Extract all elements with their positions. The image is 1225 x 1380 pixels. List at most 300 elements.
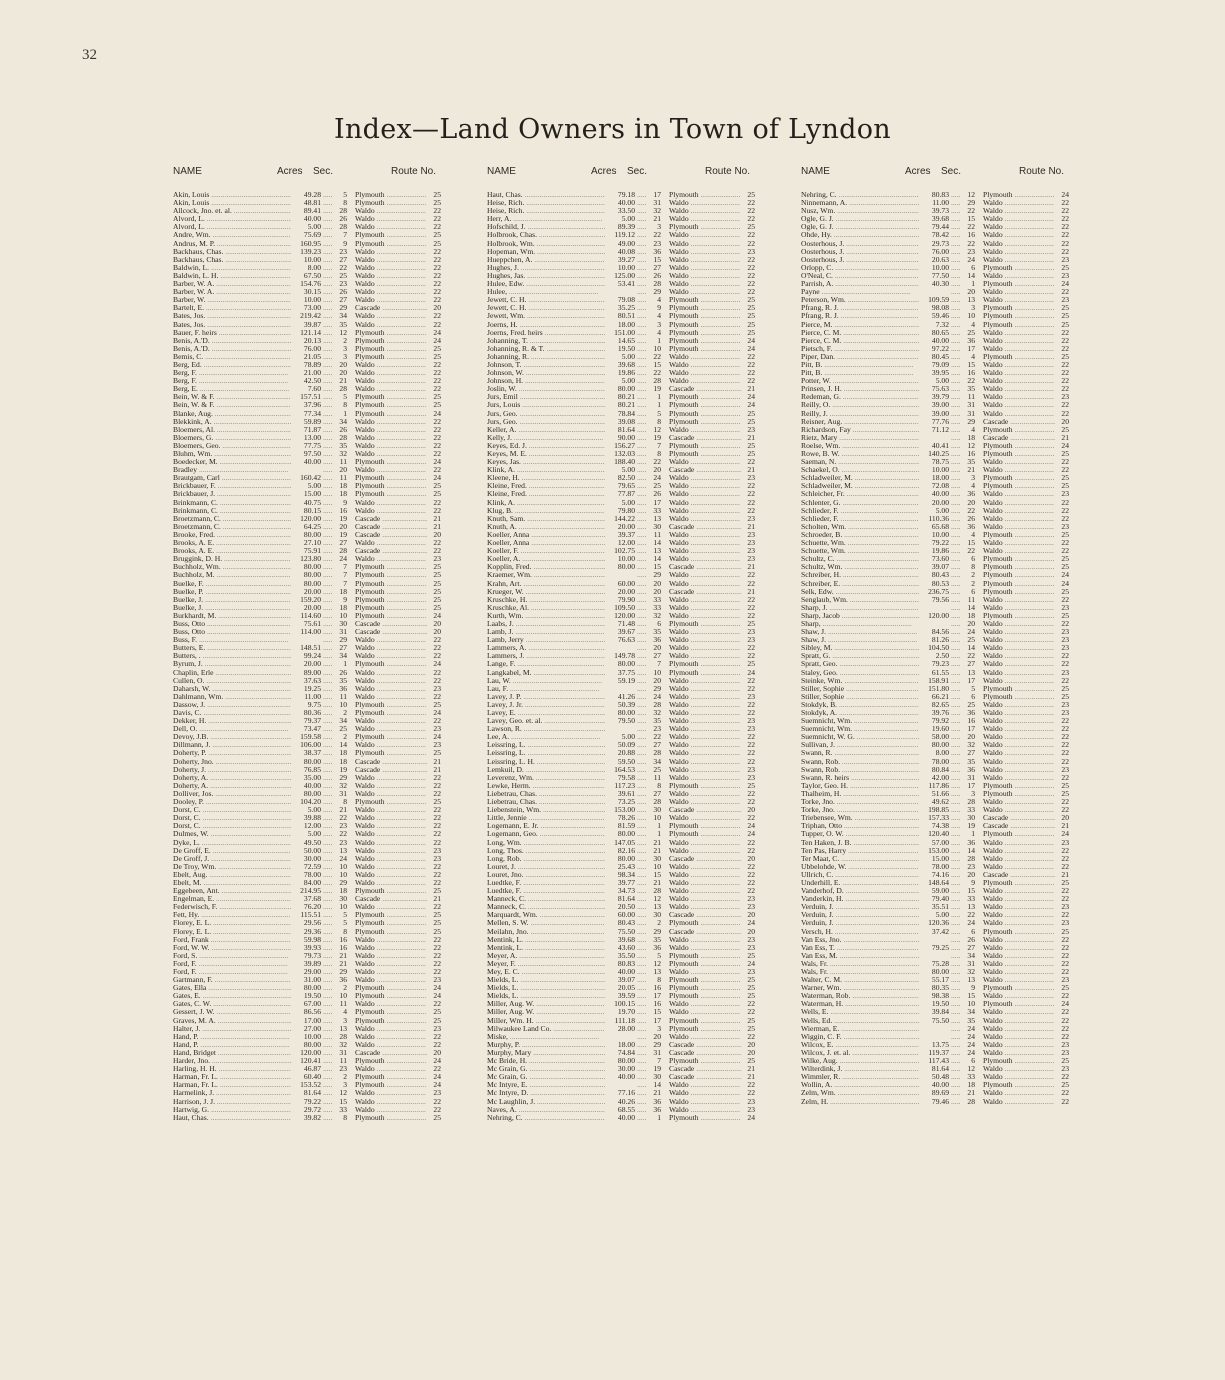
route-number: 21	[1055, 871, 1069, 879]
route-number: 24	[1055, 1000, 1069, 1008]
route-town: Waldo .....	[983, 895, 1083, 903]
index-column-3	[801, 164, 1091, 1106]
section: ..... 22	[637, 353, 661, 361]
route-number: 22	[1055, 1073, 1069, 1081]
route-town: Cascade .....	[669, 1073, 769, 1081]
route-town: Waldo .....	[669, 693, 769, 701]
owner-name: Heise, Rich. .....	[487, 207, 605, 215]
acres: 49.00	[605, 240, 635, 248]
acres: 82.65	[919, 701, 949, 709]
section: ..... 30	[637, 806, 661, 814]
route-number: 25	[427, 353, 441, 361]
acres: 120.00	[605, 612, 635, 620]
route-number: 25	[427, 1017, 441, 1025]
route-town: Waldo .....	[983, 256, 1083, 264]
acres: 11.00	[291, 693, 321, 701]
acres: 98.34	[605, 871, 635, 879]
route-number: 23	[1055, 604, 1069, 612]
owner-name: Jurs, Geo. .....	[487, 410, 605, 418]
owner-name: Joerns, Fred. heirs .....	[487, 329, 605, 337]
header-name: NAME	[801, 166, 830, 177]
route-town: Waldo .....	[983, 223, 1083, 231]
route-town: Waldo .....	[669, 369, 769, 377]
acres: 98.38	[919, 992, 949, 1000]
route-town: Waldo .....	[355, 264, 455, 272]
section: ..... 18	[323, 749, 347, 757]
acres: 20.00	[919, 499, 949, 507]
route-town: Waldo .....	[669, 774, 769, 782]
route-town: Waldo .....	[355, 466, 455, 474]
acres: 64.25	[291, 523, 321, 531]
owner-name: Johnson, H. .....	[487, 377, 605, 385]
section: ..... 2	[951, 571, 975, 579]
section: ..... 22	[951, 652, 975, 660]
route-town: Waldo .....	[983, 766, 1083, 774]
route-town: Plymouth .....	[983, 555, 1083, 563]
route-number: 22	[741, 758, 755, 766]
owner-name: Laabs, J. .....	[487, 620, 605, 628]
route-town: Waldo .....	[669, 725, 769, 733]
section: ..... 3	[323, 1017, 347, 1025]
section: ..... 6	[951, 928, 975, 936]
owner-name: Wilcox, J. et. al. .....	[801, 1049, 919, 1057]
route-number: 22	[1055, 596, 1069, 604]
route-town: Plymouth .....	[669, 1017, 769, 1025]
acres: 57.00	[919, 839, 949, 847]
section: ..... 32	[637, 207, 661, 215]
route-number: 23	[741, 774, 755, 782]
route-number: 22	[741, 240, 755, 248]
owner-name: Lavey, J. P. .....	[487, 693, 605, 701]
route-number: 22	[427, 960, 441, 968]
owner-name: Wals, Fr. .....	[801, 960, 919, 968]
owner-name: Versch, H. .....	[801, 928, 919, 936]
section: ..... 22	[637, 458, 661, 466]
route-town: Plymouth .....	[983, 928, 1083, 936]
route-number: 22	[1055, 1025, 1069, 1033]
acres: 39.68	[605, 361, 635, 369]
route-number: 21	[741, 434, 755, 442]
owner-name: Meyer, A. .....	[487, 952, 605, 960]
section: ..... 22	[951, 377, 975, 385]
owner-name: Mentink, L. .....	[487, 944, 605, 952]
route-town: Waldo .....	[669, 482, 769, 490]
owner-name: Leissring, L. .....	[487, 749, 605, 757]
route-number: 22	[1055, 960, 1069, 968]
route-town: Plymouth .....	[355, 928, 455, 936]
section: ..... 29	[323, 774, 347, 782]
route-number: 22	[1055, 499, 1069, 507]
owner-name: Ohde, Hy. .....	[801, 231, 919, 239]
section: ..... 35	[951, 758, 975, 766]
acres: 153.00	[605, 806, 635, 814]
acres: 159.58	[291, 733, 321, 741]
owner-name: Kurth, Wm. .....	[487, 612, 605, 620]
section: ..... 31	[637, 1049, 661, 1057]
route-town: Waldo .....	[669, 936, 769, 944]
section: ..... 12	[637, 960, 661, 968]
owner-name: Berg, F. .....	[173, 369, 291, 377]
section: ..... 18	[951, 612, 975, 620]
owner-list	[801, 191, 1091, 1106]
acres: 40.41	[919, 442, 949, 450]
route-town: Waldo .....	[983, 863, 1083, 871]
route-number: 22	[1055, 895, 1069, 903]
acres: 18.00	[919, 474, 949, 482]
owner-name: Doherty, A. .....	[173, 774, 291, 782]
acres: 75.50	[605, 928, 635, 936]
owner-name: Luedtke, F. .....	[487, 887, 605, 895]
owner-name: Bloemers, Geo. .....	[173, 442, 291, 450]
acres: 7.60	[291, 385, 321, 393]
route-number: 24	[741, 345, 755, 353]
route-town: Waldo .....	[983, 539, 1083, 547]
route-number: 25	[1055, 879, 1069, 887]
route-number: 21	[741, 1073, 755, 1081]
route-number: 25	[741, 321, 755, 329]
route-number: 25	[741, 442, 755, 450]
route-town: Cascade .....	[355, 523, 455, 531]
section: ..... 19	[951, 822, 975, 830]
section: ..... 1	[323, 410, 347, 418]
route-number: 22	[741, 264, 755, 272]
route-number: 23	[1055, 490, 1069, 498]
acres: 18.00	[605, 321, 635, 329]
route-town: Waldo .....	[983, 709, 1083, 717]
section: ..... 21	[323, 377, 347, 385]
route-town: Plymouth .....	[355, 353, 455, 361]
route-town: Waldo .....	[983, 207, 1083, 215]
acres: 29.72	[291, 1106, 321, 1114]
acres: 160.95	[291, 240, 321, 248]
route-number: 22	[427, 1033, 441, 1041]
route-town: Plymouth .....	[983, 685, 1083, 693]
section: ..... 9	[951, 984, 975, 992]
route-number: 22	[1055, 369, 1069, 377]
route-town: Plymouth .....	[983, 1000, 1083, 1008]
section: ..... 23	[323, 822, 347, 830]
section: ..... 18	[323, 887, 347, 895]
owner-name: De Groff, J. .....	[173, 855, 291, 863]
section: ..... 4	[323, 1008, 347, 1016]
route-town: Waldo .....	[355, 1089, 455, 1097]
table-row	[487, 636, 777, 644]
section: ..... 14	[637, 539, 661, 547]
section: ..... 1	[637, 393, 661, 401]
section: ..... 17	[951, 782, 975, 790]
owner-name: Lamb, Jerry .....	[487, 636, 605, 644]
section: ..... 25	[323, 272, 347, 280]
section: ..... 26	[951, 515, 975, 523]
route-town: Plymouth .....	[669, 191, 769, 199]
route-town: Plymouth .....	[355, 199, 455, 207]
section: ..... 17	[637, 191, 661, 199]
route-number: 20	[427, 620, 441, 628]
route-town: Waldo .....	[355, 952, 455, 960]
section: ..... 34	[951, 952, 975, 960]
route-town: Waldo .....	[983, 798, 1083, 806]
owner-name: Byrum, J. .....	[173, 660, 291, 668]
route-town: Waldo .....	[983, 499, 1083, 507]
owner-name: Underhill, E. .....	[801, 879, 919, 887]
owner-name: Zelm, H. .....	[801, 1098, 919, 1106]
acres: 59.19	[605, 677, 635, 685]
route-number: 22	[427, 1041, 441, 1049]
acres: 71.87	[291, 426, 321, 434]
route-town: Waldo .....	[669, 515, 769, 523]
route-town: Waldo .....	[669, 499, 769, 507]
section: ..... 1	[951, 280, 975, 288]
acres: 49.28	[291, 191, 321, 199]
route-number: 22	[1055, 911, 1069, 919]
section: ..... 5	[323, 919, 347, 927]
owner-name: Swann, Rob. .....	[801, 758, 919, 766]
route-town: Plymouth .....	[355, 911, 455, 919]
owner-name: Schlieder, F. .....	[801, 515, 919, 523]
owner-name: Zelm, Wm. .....	[801, 1089, 919, 1097]
owner-name: Johanning, R. & T. .....	[487, 345, 605, 353]
route-number: 25	[741, 976, 755, 984]
owner-list	[487, 191, 777, 1122]
section: ..... 26	[323, 215, 347, 223]
route-number: 22	[427, 863, 441, 871]
route-town: Cascade .....	[983, 418, 1083, 426]
route-town: Plymouth .....	[355, 458, 455, 466]
route-number: 25	[741, 312, 755, 320]
owner-name: Suemnicht, W. G. .....	[801, 733, 919, 741]
route-town: Plymouth .....	[355, 798, 455, 806]
section: ..... 32	[951, 741, 975, 749]
route-number: 22	[427, 636, 441, 644]
route-town: Waldo .....	[983, 385, 1083, 393]
acres: 106.00	[291, 741, 321, 749]
owner-name: Keller, A. .....	[487, 426, 605, 434]
section: ..... 31	[951, 401, 975, 409]
route-number: 23	[427, 741, 441, 749]
route-number: 23	[741, 628, 755, 636]
section: ..... 21	[323, 960, 347, 968]
index-column-1	[173, 164, 463, 1122]
route-number: 22	[741, 1000, 755, 1008]
section: ..... 11	[637, 531, 661, 539]
route-number: 23	[741, 968, 755, 976]
section: ..... 28	[951, 1098, 975, 1106]
route-town: Waldo .....	[355, 296, 455, 304]
acres: 236.75	[919, 588, 949, 596]
route-number: 25	[427, 191, 441, 199]
acres: 80.00	[291, 531, 321, 539]
section: ..... 29	[637, 1041, 661, 1049]
owner-name: Rowe, B. W. .....	[801, 450, 919, 458]
owner-name: Dassow, J. .....	[173, 701, 291, 709]
acres: 74.84	[605, 1049, 635, 1057]
acres: 41.26	[605, 693, 635, 701]
section: ..... 15	[637, 871, 661, 879]
owner-name: Johnson, T. .....	[487, 361, 605, 369]
section: ..... 32	[951, 968, 975, 976]
route-number: 22	[427, 871, 441, 879]
acres: 80.43	[605, 919, 635, 927]
route-number: 23	[1055, 709, 1069, 717]
owner-name: Keyes, M. E. .....	[487, 450, 605, 458]
section: ..... 13	[951, 669, 975, 677]
owner-name: Naves, A. .....	[487, 1106, 605, 1114]
acres: 39.77	[605, 879, 635, 887]
route-town: Waldo .....	[983, 636, 1083, 644]
route-town: Plymouth .....	[669, 312, 769, 320]
owner-name: Bruggink, D. H. .....	[173, 555, 291, 563]
owner-name: Rietz, Mary .....	[801, 434, 919, 442]
section: ..... 22	[637, 369, 661, 377]
owner-name: Buchholz, M. .....	[173, 571, 291, 579]
route-number: 22	[427, 256, 441, 264]
route-number: 25	[427, 911, 441, 919]
route-town: Waldo .....	[355, 822, 455, 830]
acres: 10.00	[919, 466, 949, 474]
acres: 11.00	[919, 199, 949, 207]
route-town: Waldo .....	[355, 555, 455, 563]
route-number: 24	[741, 822, 755, 830]
route-number: 25	[741, 660, 755, 668]
section: ..... 28	[323, 1033, 347, 1041]
section: ..... 33	[637, 596, 661, 604]
section: ..... 36	[951, 337, 975, 345]
acres: 40.00	[919, 337, 949, 345]
section: ..... 30	[637, 523, 661, 531]
section: ..... 19	[637, 385, 661, 393]
owner-name: Buelke, F. .....	[173, 580, 291, 588]
route-number: 21	[427, 523, 441, 531]
route-town: Plymouth .....	[983, 474, 1083, 482]
acres: 80.00	[291, 571, 321, 579]
route-town: Cascade .....	[669, 1065, 769, 1073]
section: ..... 6	[951, 693, 975, 701]
route-town: Plymouth .....	[983, 571, 1083, 579]
table-row	[801, 1025, 1091, 1033]
header-name: NAME	[173, 166, 202, 177]
route-number: 22	[741, 580, 755, 588]
route-number: 21	[427, 515, 441, 523]
acres: 21.05	[291, 353, 321, 361]
owner-name: Berg, F. .....	[173, 377, 291, 385]
section: ..... 13	[323, 847, 347, 855]
section: ..... 17	[951, 725, 975, 733]
owner-name: Brickbauer, F. .....	[173, 482, 291, 490]
owner-name: Andrus, M. P. .....	[173, 240, 291, 248]
route-town: Waldo .....	[355, 539, 455, 547]
owner-name: Mc Intyre, D. .....	[487, 1089, 605, 1097]
section: ..... 4	[637, 312, 661, 320]
acres: 75.69	[291, 231, 321, 239]
acres: 60.40	[291, 1073, 321, 1081]
acres: 43.60	[605, 944, 635, 952]
route-town: Cascade .....	[669, 1041, 769, 1049]
owner-name: Senglaub, Wm. .....	[801, 596, 919, 604]
route-number: 25	[741, 223, 755, 231]
section: ..... 20	[637, 588, 661, 596]
owner-name: Warner, Wm. .....	[801, 984, 919, 992]
acres: 10.00	[919, 531, 949, 539]
route-number: 21	[427, 895, 441, 903]
owner-name: Lemkuil, D. .....	[487, 766, 605, 774]
acres: 20.00	[291, 604, 321, 612]
route-town: Plymouth .....	[355, 191, 455, 199]
acres: 78.42	[919, 231, 949, 239]
owner-name: Ford, F. .....	[173, 968, 291, 976]
section: ..... 9	[637, 304, 661, 312]
owner-name: Logemann, E. Jr. .....	[487, 822, 605, 830]
section: ..... 20	[951, 871, 975, 879]
route-number: 22	[427, 312, 441, 320]
route-number: 23	[741, 693, 755, 701]
route-number: 23	[1055, 976, 1069, 984]
section: ..... 30	[951, 814, 975, 822]
owner-name: Leverenz, Wm. .....	[487, 774, 605, 782]
section: ..... 10	[323, 863, 347, 871]
section: ..... 2	[951, 580, 975, 588]
acres: 72.08	[919, 482, 949, 490]
owner-name: Butters, E. .....	[173, 644, 291, 652]
route-town: Waldo .....	[669, 199, 769, 207]
owner-name: Verduin, J. .....	[801, 911, 919, 919]
section: ..... 24	[951, 1049, 975, 1057]
route-town: Waldo .....	[983, 1033, 1083, 1041]
owner-name: Reilly, J. .....	[801, 410, 919, 418]
owner-name: Doherty, J. .....	[173, 766, 291, 774]
section: ..... 28	[637, 701, 661, 709]
route-town: Plymouth .....	[669, 782, 769, 790]
table-row	[801, 280, 1091, 288]
route-number: 22	[1055, 733, 1069, 741]
section: ..... 24	[951, 1033, 975, 1041]
acres: 55.17	[919, 976, 949, 984]
owner-name: Buelke, J. .....	[173, 604, 291, 612]
acres: 29.00	[291, 968, 321, 976]
acres: 214.95	[291, 887, 321, 895]
route-town: Waldo .....	[669, 758, 769, 766]
owner-name: Dorst, C. .....	[173, 806, 291, 814]
route-number: 22	[1055, 377, 1069, 385]
route-town: Waldo .....	[983, 458, 1083, 466]
section: ..... 36	[323, 976, 347, 984]
route-town: Cascade .....	[669, 1049, 769, 1057]
route-number: 22	[1055, 863, 1069, 871]
route-number: 25	[1055, 555, 1069, 563]
route-town: Waldo .....	[983, 361, 1083, 369]
section: ..... 33	[951, 806, 975, 814]
section: ..... 20	[637, 466, 661, 474]
owner-name: Bartelt, E. .....	[173, 304, 291, 312]
route-town: Waldo .....	[983, 677, 1083, 685]
owner-name: Manneck, C. .....	[487, 895, 605, 903]
section: ..... 12	[323, 1089, 347, 1097]
owner-name: Sharp, Jacob .....	[801, 612, 919, 620]
acres: 115.51	[291, 911, 321, 919]
route-number: 25	[741, 296, 755, 304]
route-town: Waldo .....	[355, 256, 455, 264]
route-number: 24	[427, 1057, 441, 1065]
table-row	[487, 677, 777, 685]
section: ..... 8	[637, 418, 661, 426]
acres: 39.89	[291, 960, 321, 968]
section: ..... 12	[951, 1065, 975, 1073]
owner-name: Stiller, Sophie .....	[801, 685, 919, 693]
route-number: 22	[427, 418, 441, 426]
owner-name: Spratt, Geo. .....	[801, 660, 919, 668]
owner-name: Akin, Louis .....	[173, 191, 291, 199]
owner-name: Swann, R. .....	[801, 749, 919, 757]
section: ..... 2	[323, 733, 347, 741]
